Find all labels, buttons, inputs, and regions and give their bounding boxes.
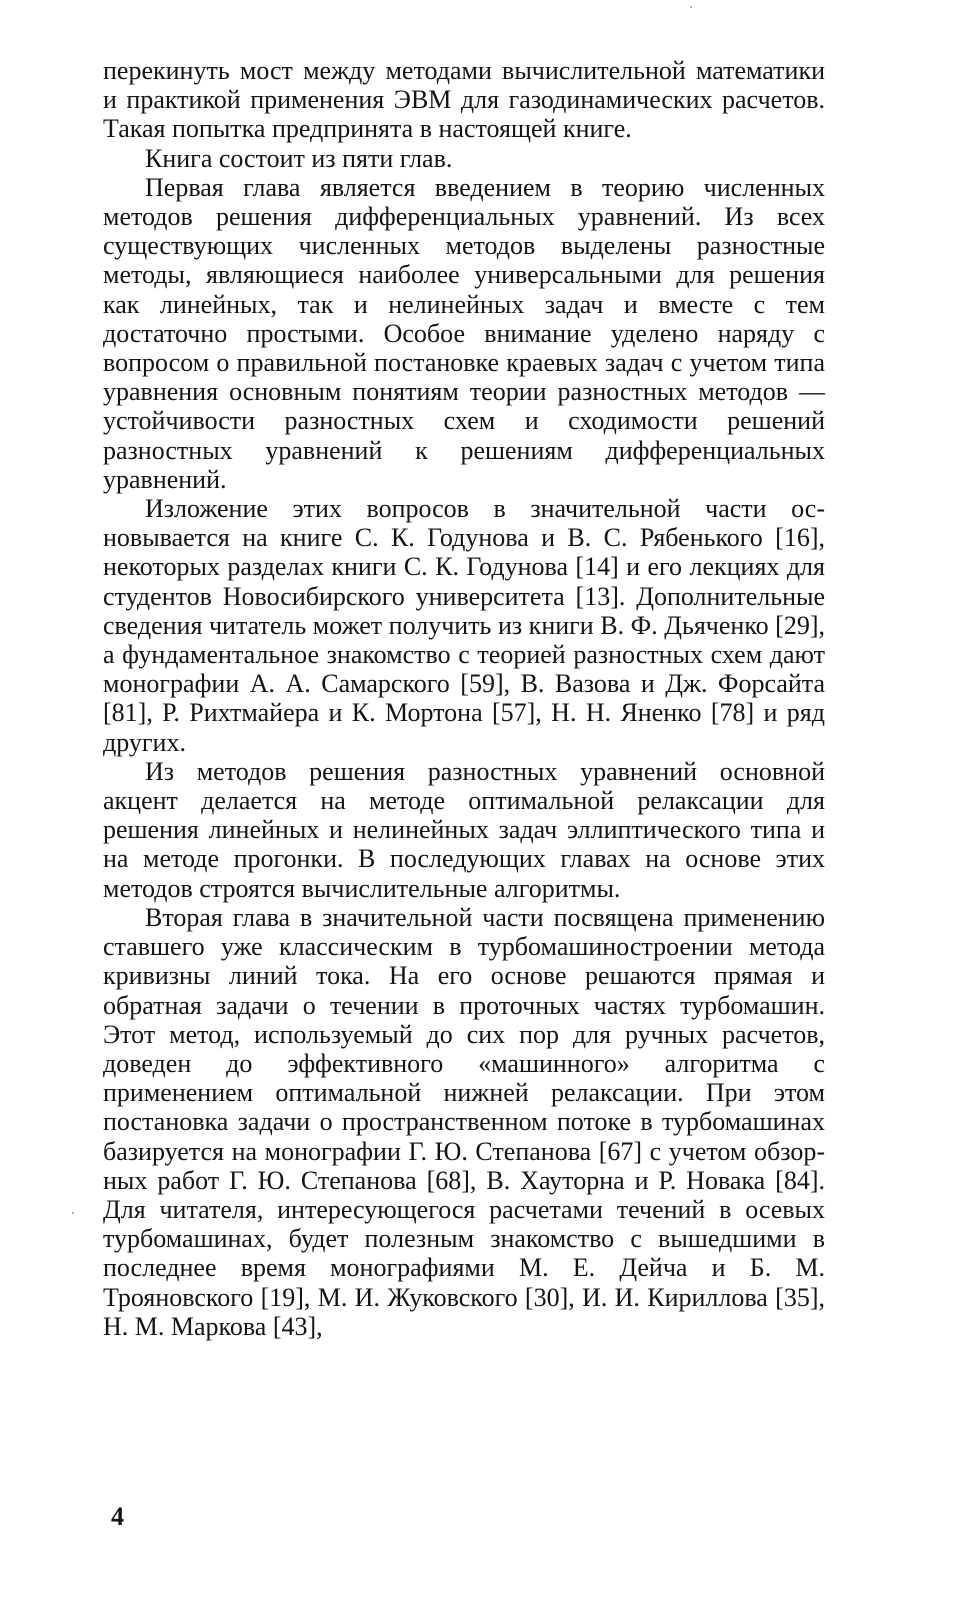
paragraph-book-structure: Книга состоит из пяти глав. xyxy=(145,143,453,173)
paragraph-methods: Из методов решения разностных уравнений основной акцент делается на методе оптимальной релаксации для решения линейных и нелинейных задач эллиптического типа и на методе прогонки. В последующих главах на основе этих методов строятся вычислительные алгоритмы. xyxy=(103,756,825,903)
body-text xyxy=(103,56,825,1341)
paragraph-chapter-one: Первая глава является введением в теорию численных методов решения дифференциальных уравнений. Из всех существующих численных методов выделены разностные методы, являющиеся наиболее универсальными для решения как линейных, так и нелинейных задач и вместе с тем достаточно простыми. Особое внимание уделено наряду с вопросом о правильной постановке краевых задач с учетом типа уравнения основным понятиям теории разностных методов — устойчивости разностных схем и сходимости решений разностных уравнений к решениям дифференциальных уравнений. xyxy=(103,172,825,494)
paragraph-continuation: перекинуть мост между методами вычислительной математики и практикой применения ЭВМ для газодинамических расчетов. Такая попытка предпринята в настоящей книге. xyxy=(103,56,825,144)
scan-speck xyxy=(72,1212,74,1214)
paragraph-chapter-two: Вторая глава в значительной части посвящена применению ставшего уже классическим в турбомашиностроении метода кривизны линий тока. На его основе решаются прямая и обратная задачи о течении в проточных частях турбомашин. Этот метод, используемый до сих пор для ручных расчетов, доведен до эффективного «машинного» алгоритма с применением оптимальной нижней релаксации. При этом постановка задачи о пространственном потоке в турбомашинах базируется на монографии Г. Ю. Степанова [67] с учетом обзорных работ Г. Ю. Степанова [68], В. Хауторна и Р. Новака [84]. Для читателя, интересующегося расчетами течений в осевых турбомашинах, будет полезным знакомство с вышедшими в последнее время монографиями М. Е. Дейча и Б. М. Трояновского [19], М. И. Жуковского [30], И. И. Кириллова [35], Н. М. Маркова [43], xyxy=(103,902,825,1341)
paragraph-references: Изложение этих вопросов в значительной части основывается на книге С. К. Годунова и В. С. Рябенького [16], некоторых разделах книги С. К. Годунова [14] и его лекциях для студентов Новосибирского университета [13]. Дополнительные сведения читатель может получить из книги В. Ф. Дьяченко [29], а фундаментальное знакомство с теорией разностных схем дают монографии А. А. Самарского [59], В. Вазова и Дж. Форсайта [81], Р. Рихтмайера и К. Мортона [57], Н. Н. Яненко [78] и ряд других. xyxy=(103,494,825,757)
page-number: 4 xyxy=(111,1502,124,1531)
scan-speck xyxy=(690,6,692,8)
